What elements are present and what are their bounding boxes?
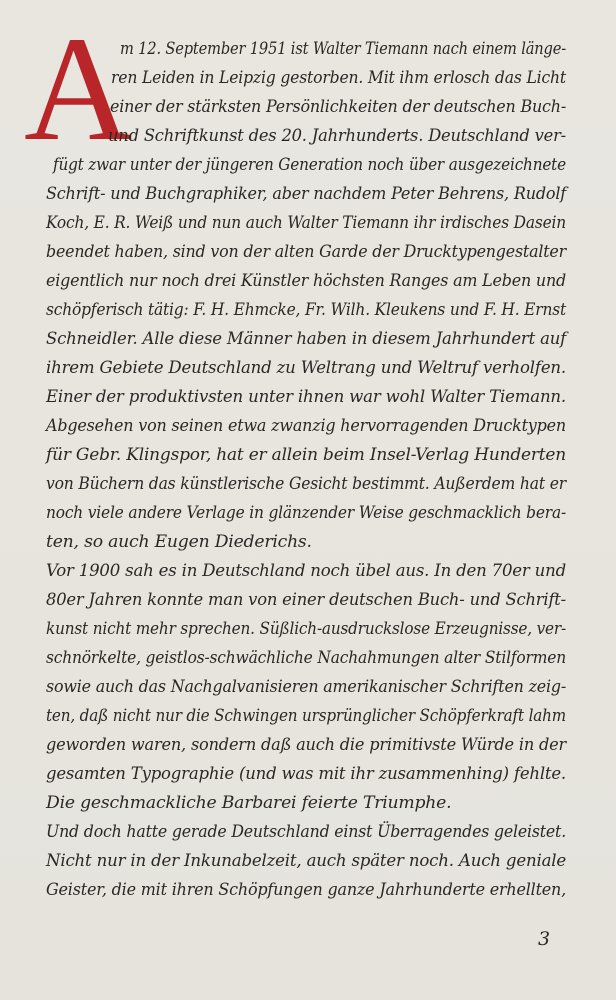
text-line: schöpferisch tätig: F. H. Ehmcke, Fr. Wilh. Kleukens und F. H. Ernst (46, 300, 567, 320)
text-line: beendet haben, sind von der alten Garde der Drucktypengestalter (46, 242, 566, 262)
text-line: sowie auch das Nachgalvanisieren amerikanischer Schriften zeig- (46, 677, 567, 697)
drop-cap-initial: A (24, 6, 133, 172)
text-line: schnörkelte, geistlos-schwächliche Nachahmungen alter Stilformen (46, 648, 566, 668)
text-line: Und doch hatte gerade Deutschland einst Überragendes geleistet. (46, 822, 567, 842)
text-line: Schneidler. Alle diese Männer haben in diesem Jahrhundert auf (46, 329, 567, 349)
text-line: gesamten Typographie (und was mit ihr zusammenhing) fehlte. (46, 764, 566, 784)
text-line: Vor 1900 sah es in Deutschland noch übel aus. In den 70er und (46, 561, 566, 581)
text-line: Abgesehen von seinen etwa zwanzig hervorragenden Drucktypen (46, 416, 567, 436)
text-line: für Gebr. Klingspor, hat er allein beim Insel-Verlag Hunderten (46, 445, 566, 465)
text-line: Koch, E. R. Weiß und nun auch Walter Tiemann ihr irdisches Dasein (46, 213, 567, 233)
text-line: 80er Jahren konnte man von einer deutschen Buch- und Schrift- (46, 590, 566, 610)
text-line: Schrift- und Buchgraphiker, aber nachdem Peter Behrens, Rudolf (46, 184, 567, 204)
text-line: Nicht nur in der Inkunabelzeit, auch später noch. Auch geniale (46, 851, 567, 871)
text-line: m 12. September 1951 ist Walter Tiemann nach einem länge- (120, 39, 566, 59)
text-line: kunst nicht mehr sprechen. Süßlich-ausdruckslose Erzeugnisse, ver- (46, 619, 567, 639)
text-line: ihrem Gebiete Deutschland zu Weltrang und Weltruf verholfen. (46, 358, 566, 378)
page-number: 3 (538, 928, 551, 950)
text-line: und Schriftkunst des 20. Jahrhunderts. Deutschland ver- (108, 126, 566, 146)
text-line: ten, so auch Eugen Diederichs. (46, 532, 312, 552)
text-line: ren Leiden in Leipzig gestorben. Mit ihm erlosch das Licht (111, 68, 567, 88)
text-line: noch viele andere Verlage in glänzender Weise geschmacklich bera- (46, 503, 567, 523)
text-line: Die geschmackliche Barbarei feierte Triumphe. (46, 793, 452, 813)
text-line: fügt zwar unter der jüngeren Generation noch über ausgezeichnete (53, 155, 566, 175)
text-line: einer der stärksten Persönlichkeiten der deutschen Buch- (110, 97, 567, 117)
text-line: Geister, die mit ihren Schöpfungen ganze Jahrhunderte erhellten, (46, 880, 567, 900)
text-line: ten, daß nicht nur die Schwingen ursprünglicher Schöpferkraft lahm (46, 706, 566, 726)
text-line: geworden waren, sondern daß auch die primitivste Würde in der (46, 735, 567, 755)
text-line: Einer der produktivsten unter ihnen war wohl Walter Tiemann. (46, 387, 566, 407)
text-line: von Büchern das künstlerische Gesicht bestimmt. Außerdem hat er (46, 474, 566, 494)
text-line: eigentlich nur noch drei Künstler höchsten Ranges am Leben und (46, 271, 566, 291)
